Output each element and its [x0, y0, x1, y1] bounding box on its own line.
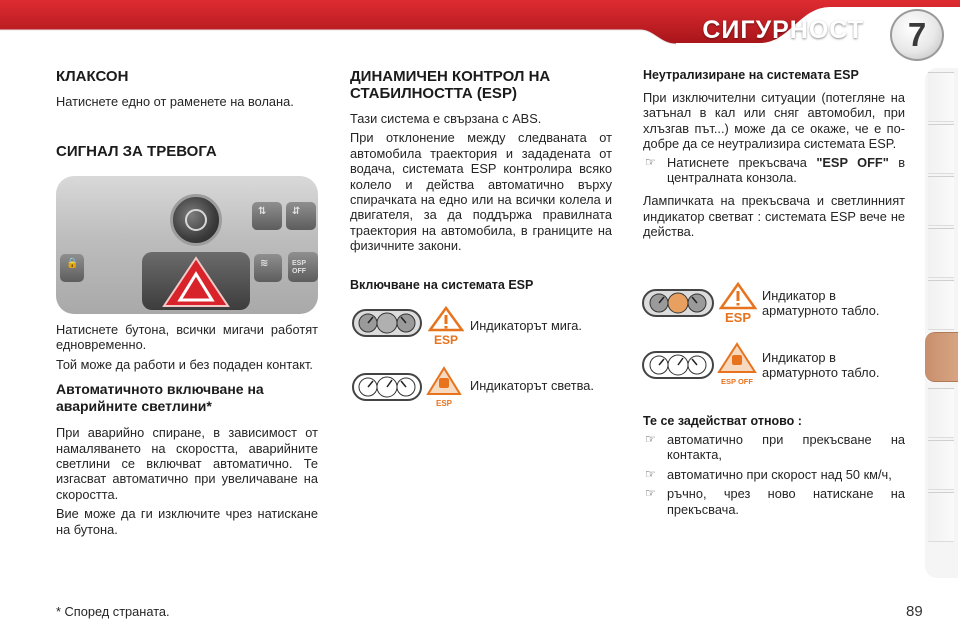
horn-title: КЛАКСОН — [56, 68, 129, 85]
esp-deactivation-title: Неутрализиране на системата ESP — [643, 68, 859, 82]
dashboard-cluster-icon — [352, 306, 422, 340]
chapter-tab-9[interactable] — [928, 440, 954, 490]
seat-heat-switch-icon: ⇵ — [286, 202, 316, 230]
indicator-steady-label: Индикаторът светва. — [470, 378, 594, 393]
alarm-title: СИГНАЛ ЗА ТРЕВОГА — [56, 143, 217, 161]
column-right-lower — [643, 414, 905, 517]
vent-knob-icon — [170, 194, 222, 246]
esp-off-switch — [288, 252, 318, 282]
chapter-tab-5[interactable] — [928, 280, 954, 330]
reactivation-title: Те се задействат отново : — [643, 414, 802, 428]
esp-off-switch-name: "ESP OFF" — [816, 154, 889, 170]
chapter-tabs — [925, 68, 960, 578]
auto-hazard-title: Автоматичното включване на аварийните светлини* — [56, 381, 264, 415]
seat-switch-icon: ⇅ — [252, 202, 282, 230]
esp-activation-title: Включване на системата ESP — [350, 277, 534, 292]
column-left — [56, 68, 318, 160]
indicator-flashing-label: Индикаторът мига. — [470, 318, 582, 333]
chapter-tab-7-active[interactable] — [925, 332, 958, 382]
hazard-triangle-icon — [142, 252, 250, 310]
page-number: 89 — [906, 603, 923, 620]
reactivation-item: ☞ автоматично при скорост над 50 км/ч, — [645, 466, 892, 482]
alarm-text-2: Той може да работи и без подаден контакт. — [56, 356, 313, 372]
dashboard-cluster-icon — [642, 348, 714, 382]
alarm-text-1: Натиснете бутона, всички мигачи работят едновременно. — [56, 322, 318, 353]
chapter-number-badge: 7 — [890, 9, 944, 61]
column-right — [643, 68, 905, 240]
chapter-tab-8[interactable] — [928, 388, 954, 438]
esp-off-skid-icon — [714, 342, 760, 388]
esp-off-result-text: Лампичката на прекъсвача и светлинният индикатор светват : системата ESP вече не действа. — [643, 193, 905, 240]
reactivation-item: ☞ автоматично при прекъсване на контакта, — [645, 432, 905, 463]
hand-pointer-icon: ☞ — [645, 486, 656, 501]
hand-pointer-icon: ☞ — [645, 432, 656, 446]
hand-pointer-icon: ☞ — [645, 466, 656, 481]
chapter-title: СИГУРНОСТ — [702, 16, 864, 44]
esp-label-1: ESP — [433, 333, 459, 346]
hazard-button — [142, 252, 250, 310]
chapter-tab-1[interactable] — [928, 72, 954, 122]
hazard-switch-photo — [56, 176, 318, 314]
chapter-tab-4[interactable] — [928, 228, 954, 278]
esp-skid-icon — [426, 366, 462, 410]
column-left-lower — [56, 322, 318, 537]
heat-switch-icon: ≋ — [254, 254, 282, 282]
esp-title: ДИНАМИЧЕН КОНТРОЛ НА СТАБИЛНОСТТА (ESP) — [350, 68, 551, 102]
lock-switch-icon: 🔒 — [60, 254, 84, 282]
indicator-dashboard-label-1: Индикатор в арматурното табло. — [762, 288, 880, 319]
esp-warning-icon — [718, 282, 758, 324]
esp-warning-icon — [428, 306, 464, 346]
esp-label-3: ESP — [724, 310, 752, 324]
esp-text-2: При отклонение между следваната от автомобила траектория и зададената от водача, системата ESP контролира всяко колело и действа автоматично върху спирачката на едно или на всички колела и двигателя, за да поддържа правилната траектория на автомобила, в границите на физичните закони. — [350, 130, 612, 254]
esp-deactivation-text: При изключителни ситуации (потегляне на затънал в кал или сняг автомобил, при хлъзгав път...) може да се окаже, че е по-добре да се неутрализира системата ESP. — [643, 90, 905, 152]
auto-hazard-text-2: Вие може да ги изключите чрез натискане на бутона. — [56, 506, 318, 537]
dashboard-cluster-icon — [352, 370, 422, 404]
chapter-tab-3[interactable] — [928, 176, 954, 226]
column-middle — [350, 68, 612, 293]
chapter-tab-10[interactable] — [928, 492, 954, 542]
esp-off-instruction: ☞ Натиснете прекъсвача "ESP OFF" в централната конзола. — [645, 154, 906, 186]
indicator-dashboard-label-2: Индикатор в арматурното табло. — [762, 350, 880, 381]
esp-label-2: ESP — [435, 399, 453, 408]
footnote: * Според страната. — [56, 604, 170, 619]
auto-hazard-text-1: При аварийно спиране, в зависимост от намаляването на скоростта, аварийните светлини се включват автоматично. Те изгасват автоматично при увеличаване на скоростта. — [56, 425, 318, 502]
chapter-tab-2[interactable] — [928, 124, 954, 174]
esp-off-switch-label: ESP OFF — [292, 260, 306, 275]
hand-pointer-icon: ☞ — [645, 154, 656, 169]
esp-label-4: ESP OFF — [721, 377, 753, 386]
reactivation-item: ☞ ръчно, чрез ново натискане на прекъсвача. — [645, 486, 905, 517]
dashboard-cluster-icon — [642, 286, 714, 320]
horn-text: Натиснете едно от раменете на волана. — [56, 94, 294, 109]
esp-text-1: Тази система е свързана с ABS. — [350, 111, 542, 126]
